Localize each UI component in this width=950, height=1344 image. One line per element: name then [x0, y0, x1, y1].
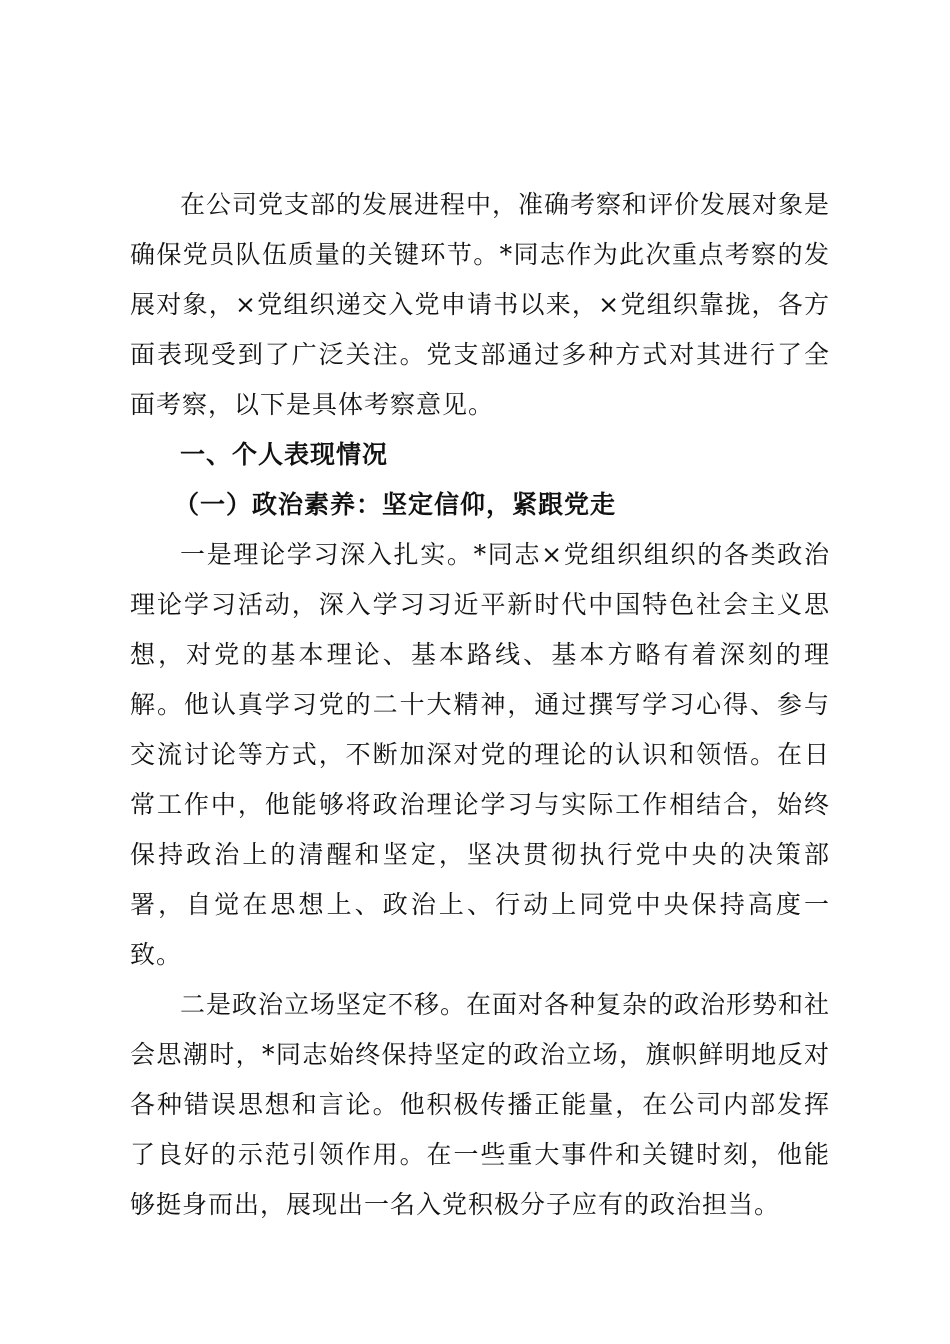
section-heading: 一、个人表现情况	[180, 440, 389, 469]
body-paragraph-1: 一是理论学习深入扎实。*同志×党组织组织的各类政治理论学习活动，深入学习习近平新时代中国特色社会主义思想，对党的基本理论、基本路线、基本方略有着深刻的理解。他认真学习党的二十大精神，通过撰写学习心得、参与交流讨论等方式，不断加深对党的理论的认识和领悟。在日常工作中，他能够将政治理论学习与实际工作相结合，始终保持政治上的清醒和坚定，坚决贯彻执行党中央的决策部署，自觉在思想上、政治上、行动上同党中央保持高度一致。	[130, 540, 830, 969]
subsection-heading: （一）政治素养：坚定信仰，紧跟党走	[174, 490, 617, 519]
body-paragraph-2: 二是政治立场坚定不移。在面对各种复杂的政治形势和社会思潮时，*同志始终保持坚定的政治立场，旗帜鲜明地反对各种错误思想和言论。他积极传播正能量，在公司内部发挥了良好的示范引领作用。在一些重大事件和关键时刻，他能够挺身而出，展现出一名入党积极分子应有的政治担当。	[130, 990, 831, 1219]
document-body	[130, 180, 830, 1230]
intro-paragraph: 在公司党支部的发展进程中，准确考察和评价发展对象是确保党员队伍质量的关键环节。*同志作为此次重点考察的发展对象，×党组织递交入党申请书以来，×党组织靠拢，各方面表现受到了广泛关注。党支部通过多种方式对其进行了全面考察，以下是具体考察意见。	[130, 190, 831, 419]
